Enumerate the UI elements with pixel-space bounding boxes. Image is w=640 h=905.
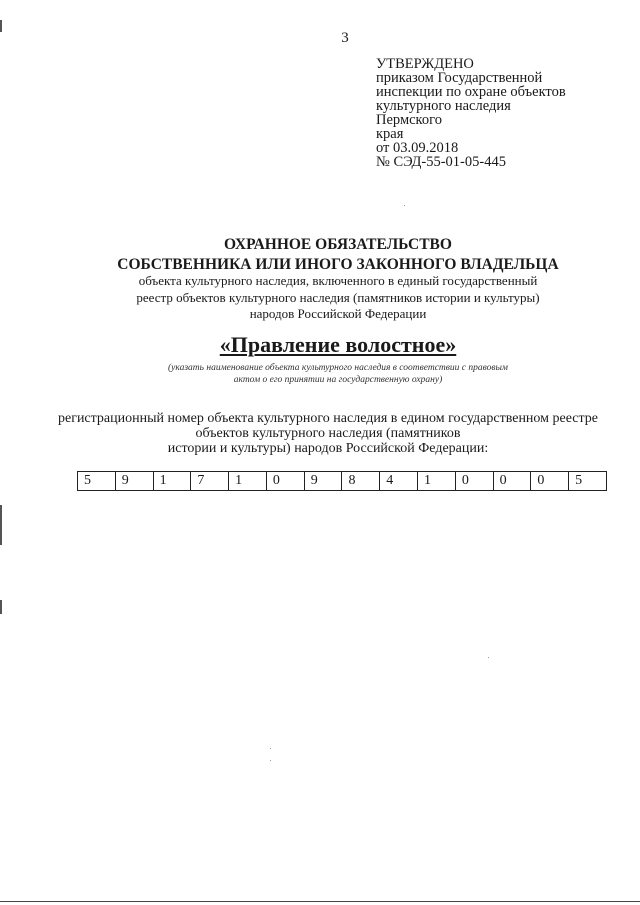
heritage-object-name [0, 332, 640, 358]
page-number: 3 [341, 30, 349, 46]
description-line: объекта культурного наследия, включенного в единый государственный [138, 273, 538, 288]
registration-caption-line: объектов культурного наследия (памятников [195, 426, 461, 441]
object-name-hint [0, 362, 640, 386]
approval-date: от 03.09.2018 [376, 140, 459, 156]
registration-digit: 8 [342, 472, 380, 490]
approval-line: Пермского [376, 112, 442, 128]
approval-line: приказом Государственной [376, 70, 543, 86]
registration-digit: 7 [191, 472, 229, 490]
registration-digit: 1 [229, 472, 267, 490]
approval-order-number: № СЭД-55-01-05-445 [376, 154, 506, 170]
registration-number-grid [77, 471, 607, 491]
approval-line: края [376, 126, 404, 142]
scan-edge-mark [0, 505, 2, 545]
registration-digit: 0 [456, 472, 494, 490]
approval-line: культурного наследия [376, 98, 511, 114]
scan-speck [270, 748, 271, 749]
registration-digit: 0 [494, 472, 532, 490]
document-subtitle: СОБСТВЕННИКА ИЛИ ИНОГО ЗАКОННОГО ВЛАДЕЛЬЦА [117, 256, 559, 273]
registration-digit: 9 [305, 472, 343, 490]
approval-line: УТВЕРЖДЕНО [376, 56, 474, 72]
registration-digit: 0 [267, 472, 305, 490]
document-description [0, 273, 640, 323]
scan-speck [488, 657, 489, 658]
scan-speck [404, 205, 405, 206]
document-title: ОХРАННОЕ ОБЯЗАТЕЛЬСТВО [224, 236, 452, 253]
registration-digit: 9 [116, 472, 154, 490]
scan-edge-mark [0, 600, 2, 614]
scan-speck [270, 760, 271, 761]
approval-block [376, 57, 566, 169]
registration-digit: 1 [418, 472, 456, 490]
approval-line: инспекции по охране объектов [376, 84, 566, 100]
description-line: реестр объектов культурного наследия (памятников истории и культуры) [136, 289, 540, 305]
registration-caption [0, 411, 640, 456]
registration-caption-line: истории и культуры) народов Российской Федерации: [167, 441, 489, 456]
registration-digit: 5 [78, 472, 116, 490]
scan-edge-mark [0, 20, 2, 32]
registration-digit: 1 [154, 472, 192, 490]
heritage-object-name-text: «Правление волостное» [219, 332, 457, 357]
hint-line: (указать наименование объекта культурного наследия в соответствии с правовым [168, 363, 508, 373]
description-line: народов Российской Федерации [249, 306, 427, 321]
registration-digit: 5 [575, 473, 583, 488]
registration-digit: 4 [380, 472, 418, 490]
registration-digit: 0 [531, 472, 569, 490]
registration-caption-line: регистрационный номер объекта культурного наследия в едином государственном реестре [57, 411, 599, 426]
scan-bottom-edge [0, 901, 640, 902]
hint-line: актом о его принятии на государственную охрану) [233, 375, 443, 385]
